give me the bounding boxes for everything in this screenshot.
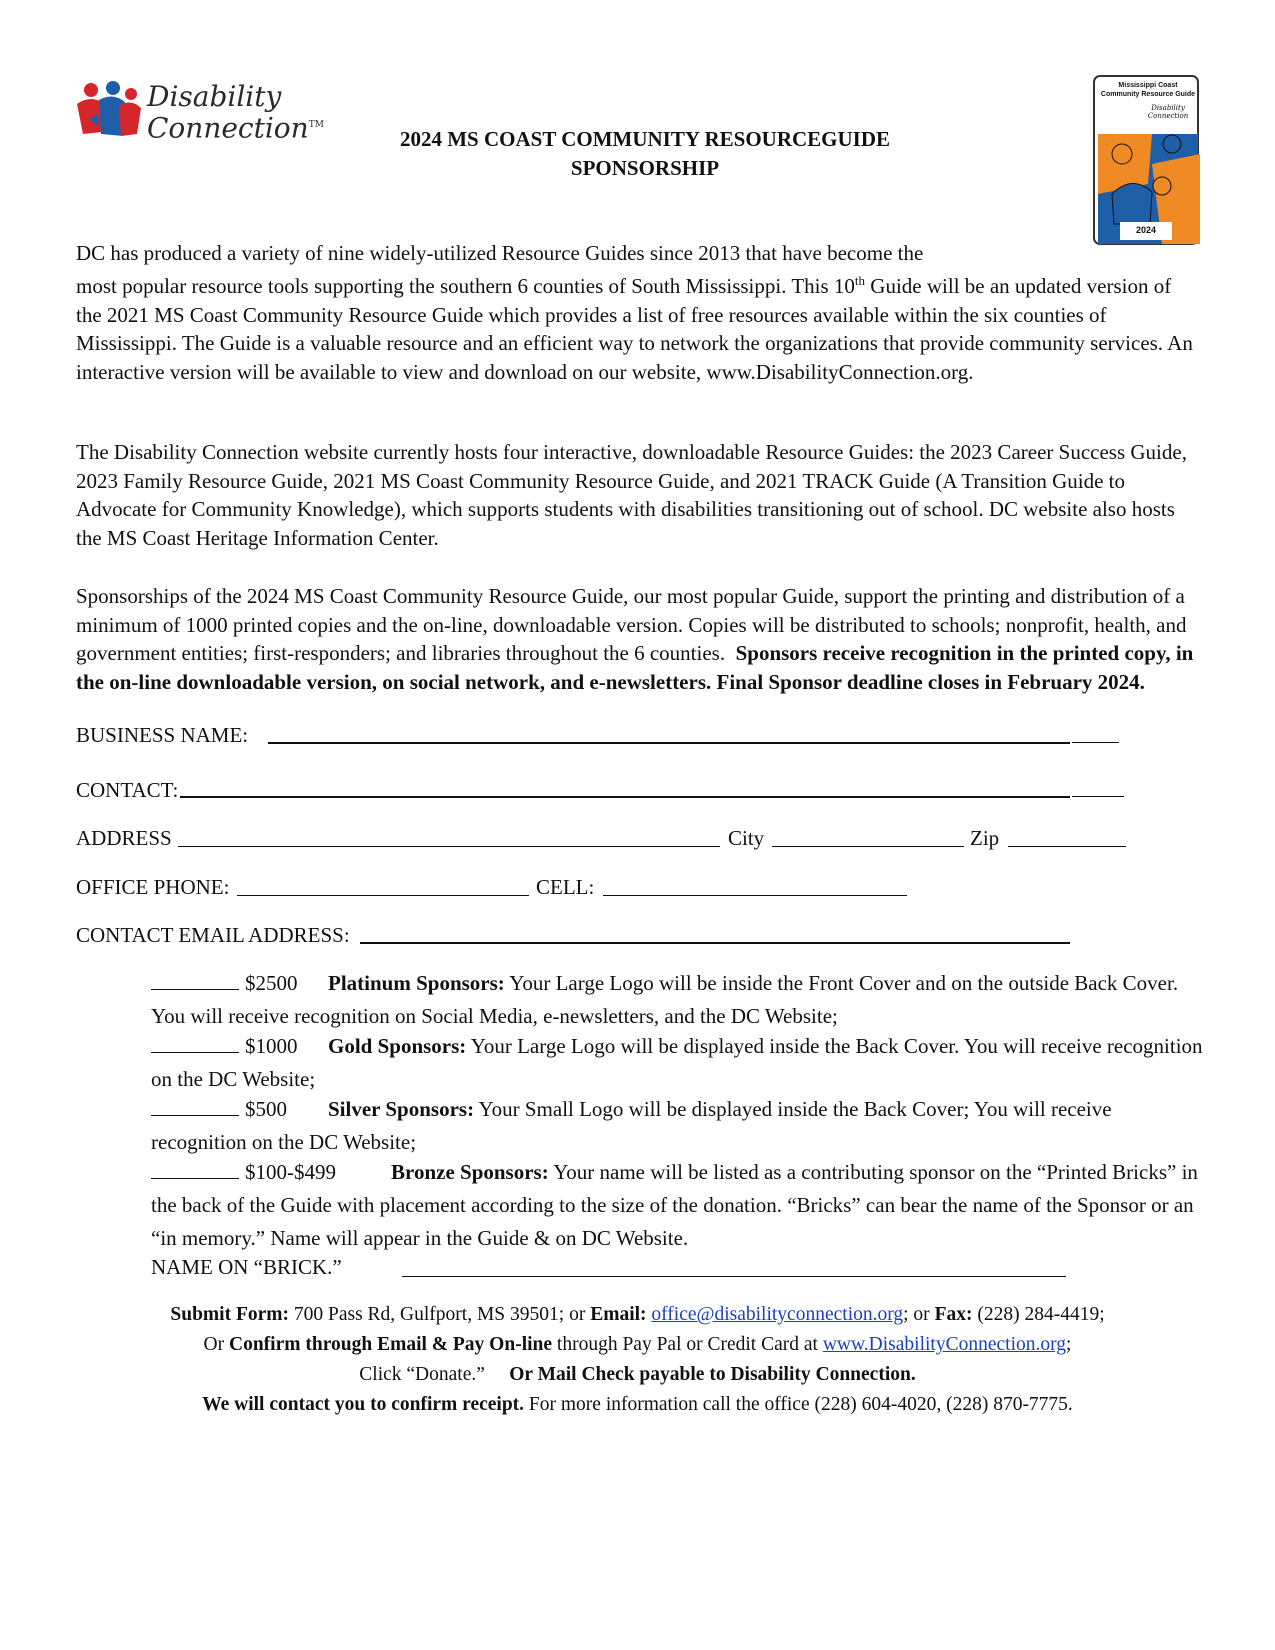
website-paragraph: The Disability Connection website currently hosts four interactive, downloadable Resource Guides: the 2023 Career Success Guide, 2023 Family Resource Guide, 2021 MS Coast Community Resource Guide, and 2021 TRACK Guide (A Transition Guide to Advocate for Community Knowledge), which supports students with disabilities transitioning out of school. DC website also hosts the MS Coast Heritage Information Center. (76, 440, 1187, 550)
contact-label: CONTACT: (76, 778, 179, 802)
logo-tm: TM (308, 120, 324, 130)
business-name-label: BUSINESS NAME: (76, 723, 249, 747)
office-phone-label: OFFICE PHONE: (76, 875, 230, 899)
puzzle-people-icon (75, 80, 145, 142)
logo-line2: Connection™ (147, 111, 324, 145)
tier-bronze (151, 1156, 1206, 1255)
superscript-th: th (854, 273, 866, 288)
document-title (300, 125, 990, 183)
logo-line1: Disability (147, 80, 282, 113)
website-link[interactable]: www.DisabilityConnection.org (822, 1334, 1067, 1355)
silver-desc: Your Small Logo will be displayed inside the Back Cover; You will receive recognition on the DC Website; (151, 1097, 1112, 1154)
cell-line[interactable] (603, 895, 907, 896)
platinum-desc: Your Large Logo will be inside the Front Cover and on the outside Back Cover. You will receive recognition on Social Media, e-newsletters, and the DC Website; (151, 971, 1179, 1028)
bronze-desc: Your name will be listed as a contributing sponsor on the “Printed Bricks” in the back of the Guide with placement according to the size of the donation. “Bricks” can bear the name of the Sponsor or an “in memory.” Name will appear in the Guide & on DC Website. (151, 1160, 1198, 1250)
contact-line-end (1072, 796, 1124, 797)
footer-contact-line (60, 1390, 1215, 1420)
bronze-amount: $100-$499 (245, 1160, 336, 1184)
cover-title-line2: Community Resource Guide (1100, 91, 1196, 98)
office-phones: For more information call the office (228) 604-4020, (228) 870-7775. (524, 1394, 1073, 1415)
email-label: CONTACT EMAIL ADDRESS: (76, 923, 350, 947)
sponsor-recognition-note: Sponsors receive recognition in the printed copy, in the on-line downloadable version, on social network, and e-newsletters. Final Sponsor deadline closes in February 2024. (76, 641, 1194, 694)
confirm-receipt-note: We will contact you to confirm receipt. (202, 1394, 525, 1415)
title-line2: SPONSORSHIP (570, 156, 720, 180)
zip-label: Zip (970, 826, 1000, 850)
bronze-checkbox-blank[interactable] (151, 1158, 239, 1179)
email-line[interactable] (360, 942, 1070, 944)
brick-name-label: NAME ON “BRICK.” (151, 1255, 342, 1279)
mail-check-note: Or Mail Check payable to Disability Connection. (509, 1364, 916, 1385)
gold-amount: $1000 (245, 1034, 298, 1058)
silver-name: Silver Sponsors: (328, 1097, 475, 1121)
email-label-footer: Email: (590, 1304, 647, 1325)
platinum-amount: $2500 (245, 971, 298, 995)
business-name-line[interactable] (268, 742, 1070, 744)
tier-gold (151, 1030, 1206, 1096)
intro-paragraph: most popular resource tools supporting the southern 6 counties of South Mississippi. This 10th Guide will be an updated version of the 2021 MS Coast Community Resource Guide which provides a list of free resources available within the six counties of Mississippi. The Guide is a valuable resource and an efficient way to network the organizations that provide community services. An interactive version will be available to view and download on our website, www.DisabilityConnection.org. (76, 273, 1193, 384)
gold-checkbox-blank[interactable] (151, 1032, 239, 1053)
footer-online-line: Or Confirm through Email & Pay On-line through Pay Pal or Credit Card at www.DisabilityConnection.org; (203, 1334, 1072, 1355)
contact-line[interactable] (180, 796, 1070, 798)
cover-brand: Disability Connection (1147, 104, 1189, 120)
office-phone-line[interactable] (237, 895, 529, 896)
guide-cover-image (1092, 74, 1204, 254)
intro-paragraph-line1: DC has produced a variety of nine widely-utilized Resource Guides since 2013 that have become the (76, 241, 924, 265)
donate-instruction: Click “Donate.” (359, 1364, 485, 1385)
gold-name: Gold Sponsors: (328, 1034, 467, 1058)
tier-silver (151, 1093, 1206, 1159)
bronze-name: Bronze Sponsors: (391, 1160, 549, 1184)
brick-name-line[interactable] (402, 1276, 1066, 1277)
business-name-line-end (1072, 742, 1119, 743)
gold-desc: Your Large Logo will be displayed inside the Back Cover. You will receive recognition on the DC Website; (151, 1034, 1203, 1091)
cover-year: 2024 (1135, 225, 1157, 235)
address-line[interactable] (178, 846, 720, 847)
sponsorship-paragraph: Sponsorships of the 2024 MS Coast Community Resource Guide, our most popular Guide, support the printing and distribution of a minimum of 1000 printed copies and the on-line, downloadable version. Copies will be distributed to schools; nonprofit, health, and government entities; first-responders; and libraries throughout the 6 counties. Sponsors receive recognition in the printed copy, in the on-line downloadable version, on social network, and e-newsletters. Final Sponsor deadline closes in February 2024. (76, 584, 1194, 694)
address-label: ADDRESS (76, 826, 172, 850)
footer-check-line (60, 1360, 1215, 1390)
footer-submit-line: Submit Form: 700 Pass Rd, Gulfport, MS 39501; or Email: office@disabilityconnection.org; or Fax: (228) 284-4419; (170, 1304, 1105, 1325)
submit-label: Submit Form: (170, 1304, 289, 1325)
fax-label: Fax: (934, 1304, 973, 1325)
confirm-label: Confirm through Email & Pay On-line (229, 1334, 553, 1355)
logo-wordmark (147, 80, 324, 145)
silver-amount: $500 (245, 1097, 287, 1121)
city-line[interactable] (772, 846, 964, 847)
city-label: City (728, 826, 765, 850)
silver-checkbox-blank[interactable] (151, 1095, 239, 1116)
cell-label: CELL: (536, 875, 595, 899)
tier-platinum (151, 967, 1206, 1033)
title-line1: 2024 MS COAST COMMUNITY RESOURCEGUIDE (399, 127, 891, 151)
cover-title-line1: Mississippi Coast (1118, 82, 1178, 89)
zip-line[interactable] (1008, 846, 1126, 847)
platinum-name: Platinum Sponsors: (328, 971, 505, 995)
platinum-checkbox-blank[interactable] (151, 969, 239, 990)
email-link[interactable]: office@disabilityconnection.org (651, 1304, 904, 1325)
